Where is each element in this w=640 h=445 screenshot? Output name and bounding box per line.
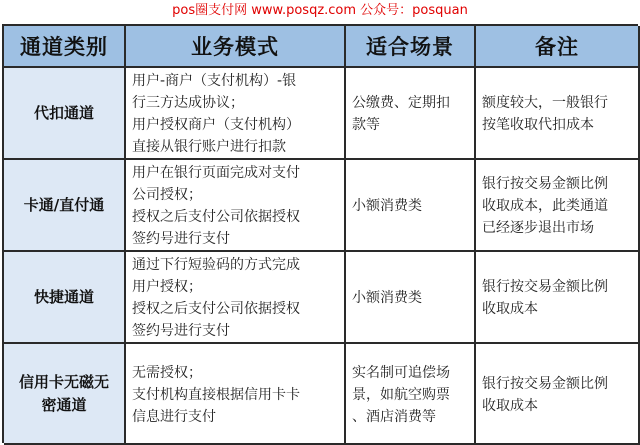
row-1-category: 代扣通道	[4, 68, 126, 160]
row-3-note: 银行按交易金额比例 收取成本	[476, 252, 640, 344]
watermark-text: pos圈支付网 www.posqz.com 公众号：posquan	[172, 3, 468, 18]
row-4-note: 银行按交易金额比例 收取成本	[476, 344, 640, 445]
row-3-scene: 小额消费类	[346, 252, 476, 344]
row-4-category: 信用卡无磁无 密通道	[4, 344, 126, 445]
header-remarks: 备注	[476, 26, 640, 68]
row-2-mode: 用户在银行页面完成对支付 公司授权； 授权之后支付公司依据授权 签约号进行支付	[126, 160, 346, 252]
payment-channel-table	[2, 24, 638, 443]
header-suitable-scene: 适合场景	[346, 26, 476, 68]
row-4-mode: 无需授权； 支付机构直接根据信用卡卡 信息进行支付	[126, 344, 346, 445]
row-4-scene: 实名制可追偿场 景，如航空购票 、酒店消费等	[346, 344, 476, 445]
row-3-mode: 通过下行短验码的方式完成 用户授权； 授权之后支付公司依据授权 签约号进行支付	[126, 252, 346, 344]
row-2-scene: 小额消费类	[346, 160, 476, 252]
header-channel-type: 通道类别	[4, 26, 126, 68]
row-1-mode: 用户-商户（支付机构）-银 行三方达成协议； 用户授权商户（支付机构） 直接从银行账户进行扣款	[126, 68, 346, 160]
header-business-mode: 业务模式	[126, 26, 346, 68]
row-1-scene: 公缴费、定期扣 款等	[346, 68, 476, 160]
row-2-category: 卡通/直付通	[4, 160, 126, 252]
row-2-note: 银行按交易金额比例 收取成本，此类通道 已经逐步退出市场	[476, 160, 640, 252]
row-3-category: 快捷通道	[4, 252, 126, 344]
row-1-note: 额度较大，一般银行 按笔收取代扣成本	[476, 68, 640, 160]
